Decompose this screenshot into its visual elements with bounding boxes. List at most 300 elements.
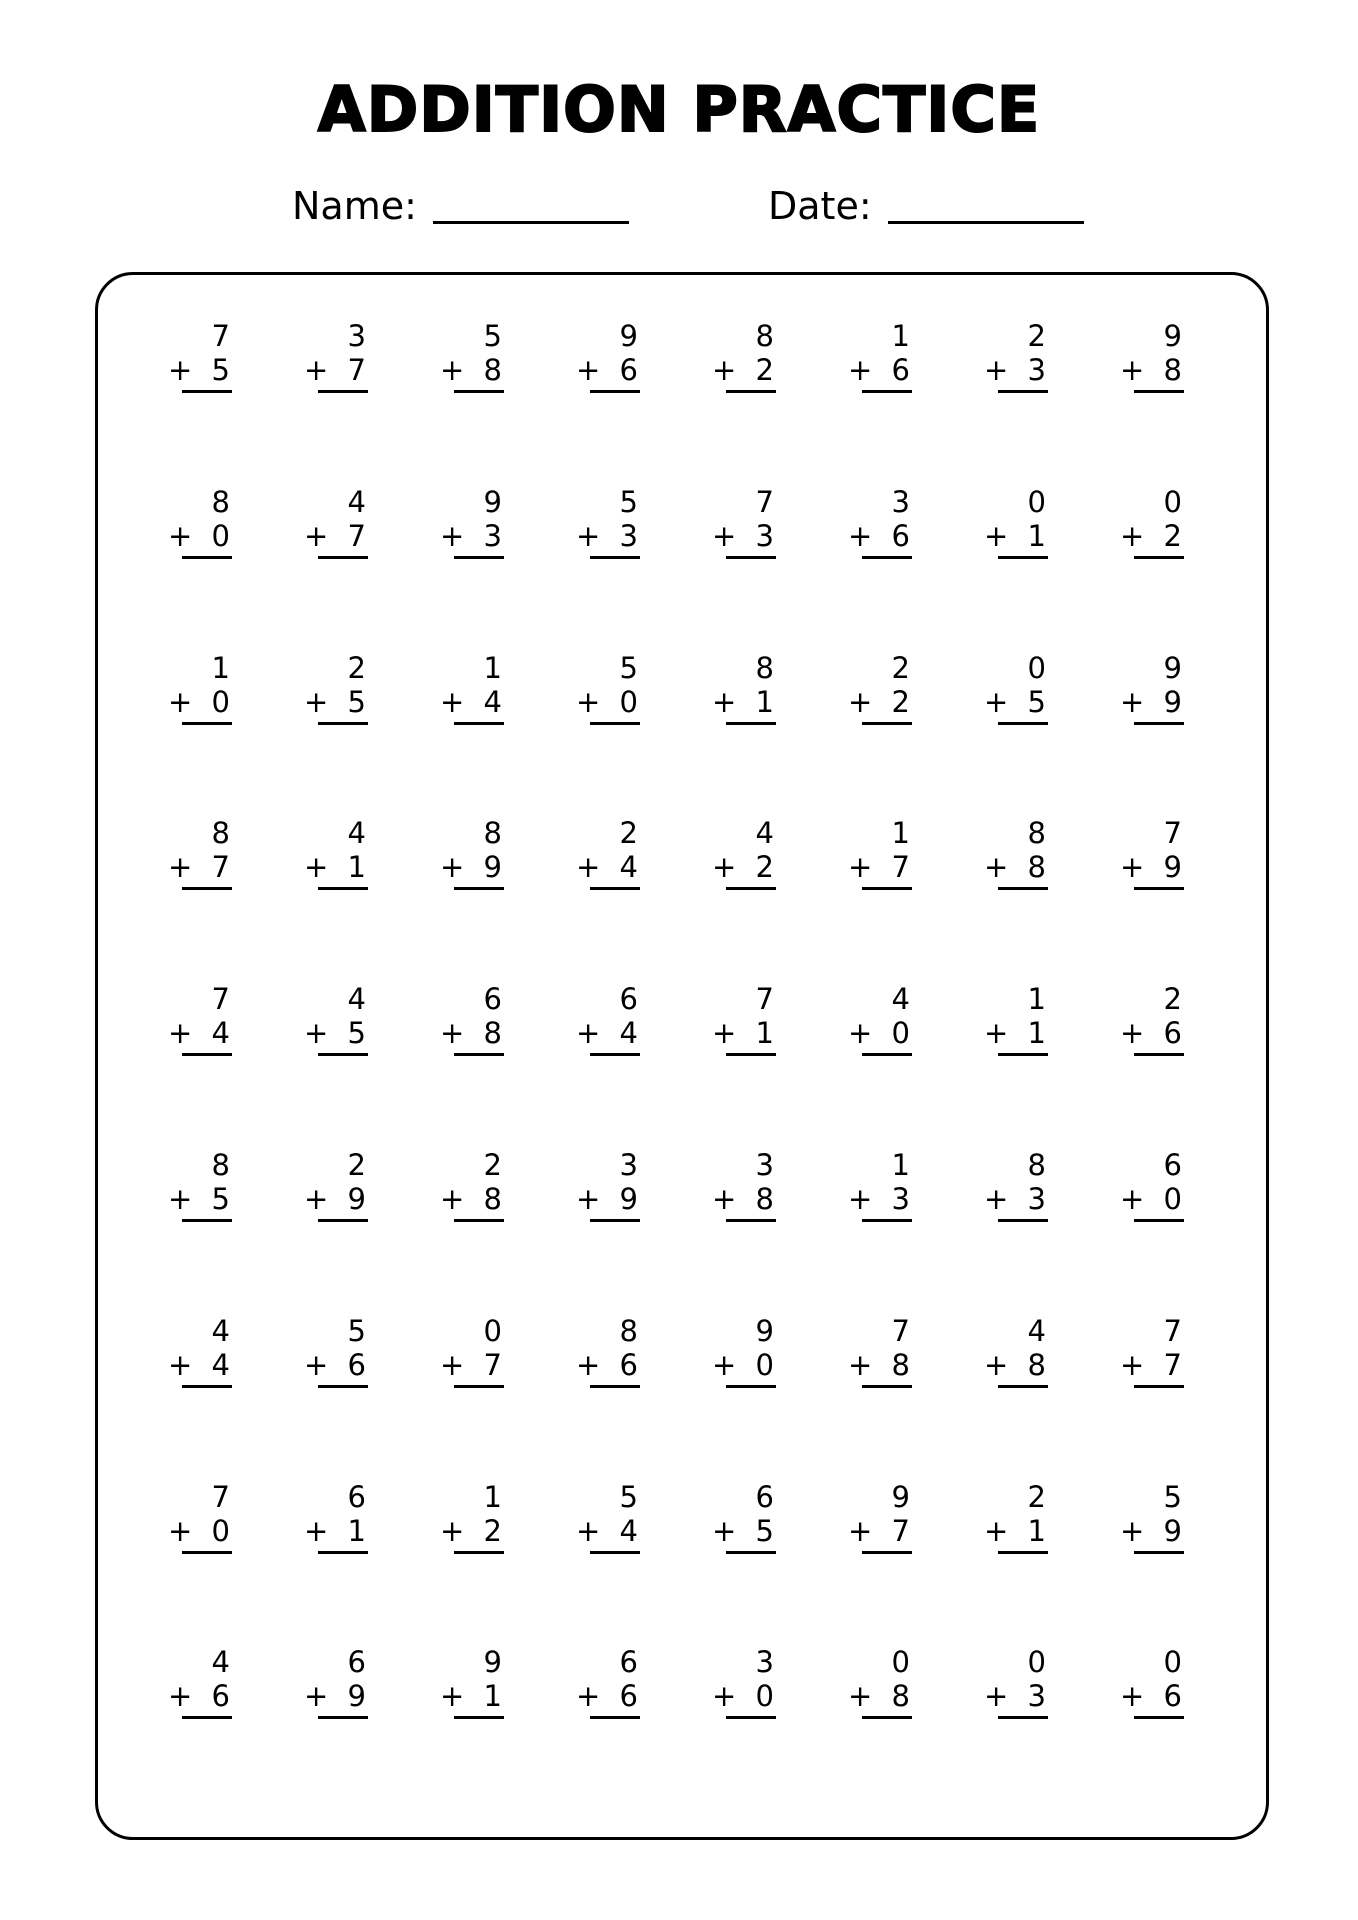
addend-bottom-row xyxy=(704,851,774,883)
addend-bottom: 3 xyxy=(1027,353,1046,387)
problem-9-5 xyxy=(704,1646,774,1722)
problem-4-2 xyxy=(296,817,366,893)
sum-line[interactable] xyxy=(318,556,368,559)
addend-bottom: 4 xyxy=(619,1514,638,1548)
problem-9-4 xyxy=(568,1646,638,1722)
addend-bottom: 7 xyxy=(211,850,230,884)
plus-sign: + xyxy=(712,1182,737,1216)
plus-sign: + xyxy=(848,353,873,387)
addend-bottom-row xyxy=(432,1515,502,1547)
problem-1-5 xyxy=(704,320,774,396)
addend-bottom: 9 xyxy=(1163,685,1182,719)
addend-top: 6 xyxy=(619,1645,638,1679)
plus-sign: + xyxy=(984,519,1009,553)
addend-top: 9 xyxy=(755,1314,774,1348)
sum-line[interactable] xyxy=(318,1053,368,1056)
sum-line[interactable] xyxy=(998,722,1048,725)
problem-3-8 xyxy=(1112,652,1182,728)
addend-top: 5 xyxy=(619,651,638,685)
sum-line[interactable] xyxy=(1134,556,1184,559)
sum-line[interactable] xyxy=(726,1053,776,1056)
problem-8-6 xyxy=(840,1481,910,1557)
addend-bottom-row xyxy=(976,1680,1046,1712)
addend-top: 1 xyxy=(483,651,502,685)
addend-bottom-row xyxy=(704,1515,774,1547)
sum-line[interactable] xyxy=(998,887,1048,890)
sum-line[interactable] xyxy=(998,1716,1048,1719)
addend-bottom: 4 xyxy=(483,685,502,719)
plus-sign: + xyxy=(576,850,601,884)
addend-bottom-row xyxy=(432,1017,502,1049)
sum-line[interactable] xyxy=(998,1219,1048,1222)
addend-bottom: 2 xyxy=(483,1514,502,1548)
plus-sign: + xyxy=(712,1514,737,1548)
problem-6-1 xyxy=(160,1149,230,1225)
plus-sign: + xyxy=(984,353,1009,387)
addend-bottom-row xyxy=(160,1515,230,1547)
addend-bottom-row xyxy=(840,1349,910,1381)
sum-line[interactable] xyxy=(862,1716,912,1719)
addend-top: 3 xyxy=(755,1148,774,1182)
problem-2-3 xyxy=(432,486,502,562)
sum-line[interactable] xyxy=(590,1219,640,1222)
addend-bottom: 9 xyxy=(619,1182,638,1216)
plus-sign: + xyxy=(168,519,193,553)
problem-7-6 xyxy=(840,1315,910,1391)
addend-top: 8 xyxy=(1027,816,1046,850)
sum-line[interactable] xyxy=(726,722,776,725)
addend-bottom: 3 xyxy=(619,519,638,553)
addend-bottom: 5 xyxy=(755,1514,774,1548)
plus-sign: + xyxy=(712,353,737,387)
plus-sign: + xyxy=(440,685,465,719)
plus-sign: + xyxy=(576,519,601,553)
addend-bottom: 0 xyxy=(211,519,230,553)
plus-sign: + xyxy=(576,353,601,387)
addend-top: 9 xyxy=(483,485,502,519)
problem-2-7 xyxy=(976,486,1046,562)
addend-top: 6 xyxy=(1163,1148,1182,1182)
addend-top: 0 xyxy=(891,1645,910,1679)
plus-sign: + xyxy=(712,519,737,553)
addend-top: 8 xyxy=(483,816,502,850)
addend-bottom-row xyxy=(432,354,502,386)
problem-4-5 xyxy=(704,817,774,893)
addend-bottom-row xyxy=(976,686,1046,718)
problem-7-7 xyxy=(976,1315,1046,1391)
addend-bottom: 1 xyxy=(755,1016,774,1050)
sum-line[interactable] xyxy=(998,1551,1048,1554)
plus-sign: + xyxy=(712,850,737,884)
plus-sign: + xyxy=(984,1348,1009,1382)
problem-6-5 xyxy=(704,1149,774,1225)
addend-bottom-row xyxy=(568,354,638,386)
plus-sign: + xyxy=(848,1182,873,1216)
sum-line[interactable] xyxy=(454,390,504,393)
addend-bottom-row xyxy=(840,1515,910,1547)
addend-bottom-row xyxy=(840,686,910,718)
sum-line[interactable] xyxy=(182,1053,232,1056)
problem-8-3 xyxy=(432,1481,502,1557)
addend-top: 4 xyxy=(891,982,910,1016)
sum-line[interactable] xyxy=(862,1385,912,1388)
problem-9-2 xyxy=(296,1646,366,1722)
sum-line[interactable] xyxy=(454,1385,504,1388)
sum-line[interactable] xyxy=(862,390,912,393)
plus-sign: + xyxy=(440,850,465,884)
addend-top: 1 xyxy=(1027,982,1046,1016)
addend-bottom: 8 xyxy=(483,353,502,387)
sum-line[interactable] xyxy=(454,887,504,890)
addend-bottom: 8 xyxy=(483,1182,502,1216)
sum-line[interactable] xyxy=(182,722,232,725)
problem-9-7 xyxy=(976,1646,1046,1722)
addend-top: 1 xyxy=(891,319,910,353)
addend-bottom: 0 xyxy=(755,1679,774,1713)
addend-top: 5 xyxy=(619,1480,638,1514)
addend-top: 9 xyxy=(619,319,638,353)
addend-bottom: 6 xyxy=(891,519,910,553)
sum-line[interactable] xyxy=(998,556,1048,559)
plus-sign: + xyxy=(1120,1016,1145,1050)
addend-bottom-row xyxy=(704,1017,774,1049)
addend-bottom-row xyxy=(704,354,774,386)
sum-line[interactable] xyxy=(1134,1053,1184,1056)
addend-bottom: 2 xyxy=(891,685,910,719)
addend-top: 5 xyxy=(347,1314,366,1348)
sum-line[interactable] xyxy=(454,556,504,559)
plus-sign: + xyxy=(440,1016,465,1050)
sum-line[interactable] xyxy=(454,722,504,725)
addend-bottom-row xyxy=(568,1017,638,1049)
addend-bottom: 1 xyxy=(347,850,366,884)
sum-line[interactable] xyxy=(318,1385,368,1388)
plus-sign: + xyxy=(848,519,873,553)
plus-sign: + xyxy=(712,685,737,719)
addend-bottom: 0 xyxy=(1163,1182,1182,1216)
plus-sign: + xyxy=(304,519,329,553)
addend-bottom: 9 xyxy=(483,850,502,884)
addend-bottom: 0 xyxy=(891,1016,910,1050)
problem-1-6 xyxy=(840,320,910,396)
sum-line[interactable] xyxy=(182,887,232,890)
sum-line[interactable] xyxy=(726,390,776,393)
addend-bottom: 3 xyxy=(1027,1182,1046,1216)
problem-2-2 xyxy=(296,486,366,562)
addend-bottom-row xyxy=(1112,1515,1182,1547)
sum-line[interactable] xyxy=(454,1219,504,1222)
sum-line[interactable] xyxy=(1134,390,1184,393)
addend-top: 2 xyxy=(1163,982,1182,1016)
sum-line[interactable] xyxy=(1134,1219,1184,1222)
addend-bottom-row xyxy=(840,354,910,386)
problem-3-1 xyxy=(160,652,230,728)
addend-bottom-row xyxy=(1112,354,1182,386)
addend-top: 1 xyxy=(483,1480,502,1514)
plus-sign: + xyxy=(168,685,193,719)
sum-line[interactable] xyxy=(1134,1716,1184,1719)
plus-sign: + xyxy=(984,850,1009,884)
plus-sign: + xyxy=(1120,1182,1145,1216)
plus-sign: + xyxy=(576,1348,601,1382)
sum-line[interactable] xyxy=(590,556,640,559)
addend-bottom: 8 xyxy=(1027,1348,1046,1382)
sum-line[interactable] xyxy=(1134,887,1184,890)
addend-bottom-row xyxy=(432,520,502,552)
addend-bottom-row xyxy=(840,851,910,883)
addend-bottom: 7 xyxy=(891,1514,910,1548)
addend-bottom-row xyxy=(296,686,366,718)
addend-bottom: 8 xyxy=(483,1016,502,1050)
sum-line[interactable] xyxy=(590,887,640,890)
problem-5-3 xyxy=(432,983,502,1059)
addend-top: 0 xyxy=(1027,485,1046,519)
sum-line[interactable] xyxy=(998,1053,1048,1056)
plus-sign: + xyxy=(304,1016,329,1050)
addend-bottom: 6 xyxy=(891,353,910,387)
addend-bottom-row xyxy=(1112,520,1182,552)
sum-line[interactable] xyxy=(590,1053,640,1056)
addend-bottom: 0 xyxy=(211,1514,230,1548)
plus-sign: + xyxy=(712,1679,737,1713)
sum-line[interactable] xyxy=(998,390,1048,393)
sum-line[interactable] xyxy=(318,887,368,890)
addend-bottom: 8 xyxy=(755,1182,774,1216)
problem-4-7 xyxy=(976,817,1046,893)
sum-line[interactable] xyxy=(590,390,640,393)
problem-6-2 xyxy=(296,1149,366,1225)
sum-line[interactable] xyxy=(726,1551,776,1554)
sum-line[interactable] xyxy=(726,556,776,559)
addend-bottom: 0 xyxy=(755,1348,774,1382)
addend-bottom: 9 xyxy=(1163,850,1182,884)
sum-line[interactable] xyxy=(998,1385,1048,1388)
addend-bottom-row xyxy=(568,1680,638,1712)
addend-top: 9 xyxy=(891,1480,910,1514)
addend-top: 6 xyxy=(619,982,638,1016)
problem-2-4 xyxy=(568,486,638,562)
sum-line[interactable] xyxy=(862,1053,912,1056)
sum-line[interactable] xyxy=(862,1551,912,1554)
plus-sign: + xyxy=(576,1514,601,1548)
plus-sign: + xyxy=(304,1348,329,1382)
plus-sign: + xyxy=(848,1514,873,1548)
addend-bottom: 6 xyxy=(211,1679,230,1713)
addend-top: 1 xyxy=(211,651,230,685)
addend-bottom-row xyxy=(568,1349,638,1381)
addend-bottom: 2 xyxy=(755,850,774,884)
addend-bottom: 6 xyxy=(619,353,638,387)
sum-line[interactable] xyxy=(726,1716,776,1719)
problem-1-1 xyxy=(160,320,230,396)
name-label: Name: xyxy=(292,184,417,228)
addend-bottom-row xyxy=(976,520,1046,552)
problem-8-4 xyxy=(568,1481,638,1557)
addend-bottom-row xyxy=(568,520,638,552)
addend-bottom: 7 xyxy=(1163,1348,1182,1382)
addend-bottom: 8 xyxy=(1027,850,1046,884)
addend-top: 7 xyxy=(211,982,230,1016)
addend-top: 6 xyxy=(755,1480,774,1514)
addend-bottom-row xyxy=(976,1515,1046,1547)
addend-bottom: 2 xyxy=(755,353,774,387)
addend-top: 7 xyxy=(1163,816,1182,850)
sum-line[interactable] xyxy=(182,1385,232,1388)
addend-bottom: 1 xyxy=(347,1514,366,1548)
addend-bottom-row xyxy=(840,1017,910,1049)
sum-line[interactable] xyxy=(454,1716,504,1719)
addend-top: 5 xyxy=(1163,1480,1182,1514)
sum-line[interactable] xyxy=(590,1385,640,1388)
plus-sign: + xyxy=(304,685,329,719)
sum-line[interactable] xyxy=(318,1716,368,1719)
plus-sign: + xyxy=(168,1679,193,1713)
sum-line[interactable] xyxy=(318,722,368,725)
sum-line[interactable] xyxy=(862,722,912,725)
addend-bottom: 9 xyxy=(347,1679,366,1713)
plus-sign: + xyxy=(576,685,601,719)
addend-bottom-row xyxy=(296,1349,366,1381)
addend-top: 7 xyxy=(211,319,230,353)
addend-bottom-row xyxy=(432,686,502,718)
addend-bottom: 6 xyxy=(1163,1679,1182,1713)
addend-bottom: 8 xyxy=(891,1679,910,1713)
addend-top: 6 xyxy=(347,1645,366,1679)
sum-line[interactable] xyxy=(862,556,912,559)
problem-8-1 xyxy=(160,1481,230,1557)
addend-top: 0 xyxy=(1163,485,1182,519)
addend-bottom-row xyxy=(432,1349,502,1381)
addend-bottom-row xyxy=(1112,1349,1182,1381)
plus-sign: + xyxy=(168,1348,193,1382)
addend-top: 2 xyxy=(1027,319,1046,353)
plus-sign: + xyxy=(984,1679,1009,1713)
addend-bottom-row xyxy=(1112,1017,1182,1049)
sum-line[interactable] xyxy=(182,1716,232,1719)
sum-line[interactable] xyxy=(726,1219,776,1222)
sum-line[interactable] xyxy=(1134,722,1184,725)
addend-top: 0 xyxy=(1027,651,1046,685)
sum-line[interactable] xyxy=(318,1551,368,1554)
addend-bottom-row xyxy=(160,354,230,386)
plus-sign: + xyxy=(440,1182,465,1216)
addend-bottom-row xyxy=(976,1017,1046,1049)
problem-3-4 xyxy=(568,652,638,728)
sum-line[interactable] xyxy=(590,1716,640,1719)
sum-line[interactable] xyxy=(182,556,232,559)
plus-sign: + xyxy=(576,1182,601,1216)
plus-sign: + xyxy=(712,1348,737,1382)
addend-bottom-row xyxy=(160,686,230,718)
plus-sign: + xyxy=(1120,685,1145,719)
problem-9-8 xyxy=(1112,1646,1182,1722)
plus-sign: + xyxy=(984,1514,1009,1548)
addend-top: 5 xyxy=(483,319,502,353)
sum-line[interactable] xyxy=(1134,1551,1184,1554)
addend-bottom: 2 xyxy=(1163,519,1182,553)
addend-bottom: 6 xyxy=(347,1348,366,1382)
sum-line[interactable] xyxy=(862,1219,912,1222)
sum-line[interactable] xyxy=(454,1551,504,1554)
sum-line[interactable] xyxy=(454,1053,504,1056)
problem-6-7 xyxy=(976,1149,1046,1225)
sum-line[interactable] xyxy=(1134,1385,1184,1388)
addend-top: 8 xyxy=(211,816,230,850)
plus-sign: + xyxy=(168,850,193,884)
addend-bottom: 8 xyxy=(891,1348,910,1382)
plus-sign: + xyxy=(1120,1679,1145,1713)
sum-line[interactable] xyxy=(182,390,232,393)
plus-sign: + xyxy=(440,1514,465,1548)
sum-line[interactable] xyxy=(726,887,776,890)
sum-line[interactable] xyxy=(318,1219,368,1222)
addend-bottom-row xyxy=(840,1680,910,1712)
problem-1-8 xyxy=(1112,320,1182,396)
problem-6-4 xyxy=(568,1149,638,1225)
problem-1-3 xyxy=(432,320,502,396)
plus-sign: + xyxy=(984,1016,1009,1050)
sum-line[interactable] xyxy=(318,390,368,393)
plus-sign: + xyxy=(1120,519,1145,553)
problem-7-1 xyxy=(160,1315,230,1391)
addend-bottom: 4 xyxy=(619,850,638,884)
problem-1-7 xyxy=(976,320,1046,396)
plus-sign: + xyxy=(168,1514,193,1548)
addend-bottom-row xyxy=(160,1017,230,1049)
problem-6-8 xyxy=(1112,1149,1182,1225)
problem-6-3 xyxy=(432,1149,502,1225)
addend-bottom: 7 xyxy=(347,353,366,387)
addend-bottom: 3 xyxy=(755,519,774,553)
addend-bottom: 4 xyxy=(211,1348,230,1382)
addend-bottom: 6 xyxy=(619,1348,638,1382)
problem-3-7 xyxy=(976,652,1046,728)
addend-bottom-row xyxy=(296,1515,366,1547)
addend-bottom-row xyxy=(432,1183,502,1215)
addend-top: 8 xyxy=(619,1314,638,1348)
sum-line[interactable] xyxy=(590,722,640,725)
plus-sign: + xyxy=(304,1182,329,1216)
problem-5-1 xyxy=(160,983,230,1059)
addend-top: 0 xyxy=(1163,1645,1182,1679)
sum-line[interactable] xyxy=(726,1385,776,1388)
sum-line[interactable] xyxy=(862,887,912,890)
problem-3-6 xyxy=(840,652,910,728)
addend-bottom: 6 xyxy=(1163,1016,1182,1050)
addend-top: 8 xyxy=(755,651,774,685)
plus-sign: + xyxy=(848,1679,873,1713)
problem-2-8 xyxy=(1112,486,1182,562)
plus-sign: + xyxy=(1120,353,1145,387)
addend-bottom-row xyxy=(432,1680,502,1712)
problem-8-2 xyxy=(296,1481,366,1557)
addend-bottom: 5 xyxy=(347,685,366,719)
addend-bottom: 1 xyxy=(755,685,774,719)
addend-top: 0 xyxy=(1027,1645,1046,1679)
sum-line[interactable] xyxy=(182,1219,232,1222)
addend-top: 2 xyxy=(483,1148,502,1182)
problem-5-4 xyxy=(568,983,638,1059)
plus-sign: + xyxy=(440,353,465,387)
plus-sign: + xyxy=(168,1182,193,1216)
plus-sign: + xyxy=(984,685,1009,719)
addend-top: 7 xyxy=(211,1480,230,1514)
addend-bottom-row xyxy=(704,1183,774,1215)
sum-line[interactable] xyxy=(182,1551,232,1554)
sum-line[interactable] xyxy=(590,1551,640,1554)
plus-sign: + xyxy=(440,1679,465,1713)
problem-5-8 xyxy=(1112,983,1182,1059)
